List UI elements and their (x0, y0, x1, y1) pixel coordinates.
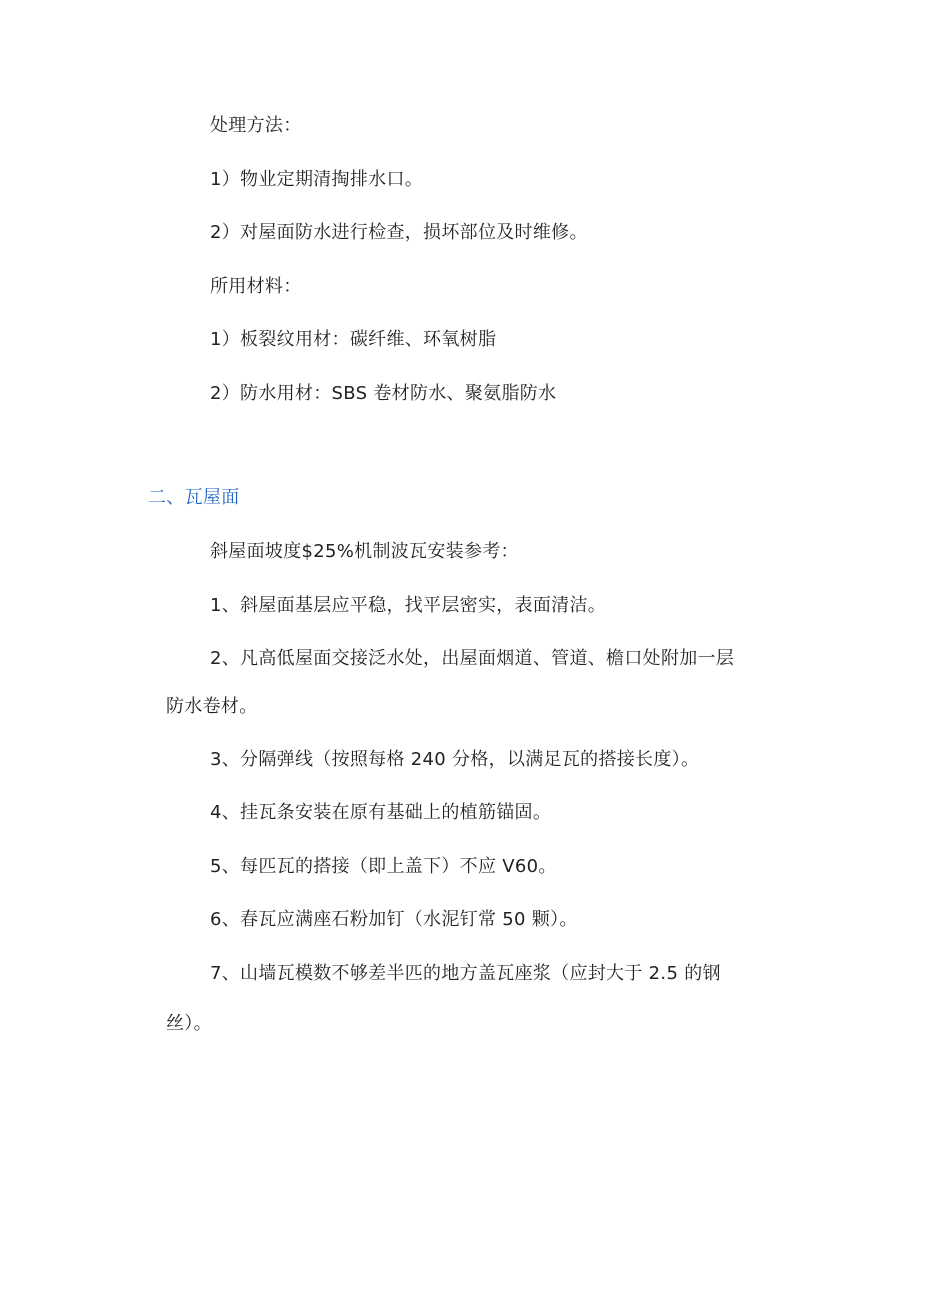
step-6: 6、春瓦应满座石粉加钉（水泥钉常 50 颗）。 (210, 909, 578, 930)
method-item-2: 2）对屋面防水进行检查，损坏部位及时维修。 (210, 222, 588, 243)
material-item-1: 1）板裂纹用材：碳纤维、环氧树脂 (210, 329, 497, 350)
step-2-line-1: 2、凡高低屋面交接泛水处，出屋面烟道、管道、檐口处附加一层 (210, 648, 735, 669)
step-3: 3、分隔弹线（按照每格 240 分格，以满足瓦的搭接长度）。 (210, 749, 700, 770)
step-2-line-2: 防水卷材。 (166, 696, 258, 717)
step-4: 4、挂瓦条安装在原有基础上的植筋锚固。 (210, 802, 552, 823)
step-1: 1、斜屋面基层应平稳，找平层密实，表面清洁。 (210, 595, 607, 616)
step-7-line-2: 丝）。 (166, 1013, 212, 1034)
materials-label: 所用材料： (210, 276, 302, 297)
section-heading: 二、瓦屋面 (148, 487, 240, 508)
material-item-2: 2）防水用材：SBS 卷材防水、聚氨脂防水 (210, 383, 557, 404)
step-7-line-1: 7、山墙瓦模数不够差半匹的地方盖瓦座浆（应封大于 2.5 的钢 (210, 963, 721, 984)
section-intro: 斜屋面坡度$25%机制波瓦安装参考： (210, 541, 519, 562)
step-5: 5、每匹瓦的搭接（即上盖下）不应 V60。 (210, 856, 557, 877)
method-label: 处理方法： (210, 115, 302, 136)
method-item-1: 1）物业定期清掏排水口。 (210, 169, 424, 190)
